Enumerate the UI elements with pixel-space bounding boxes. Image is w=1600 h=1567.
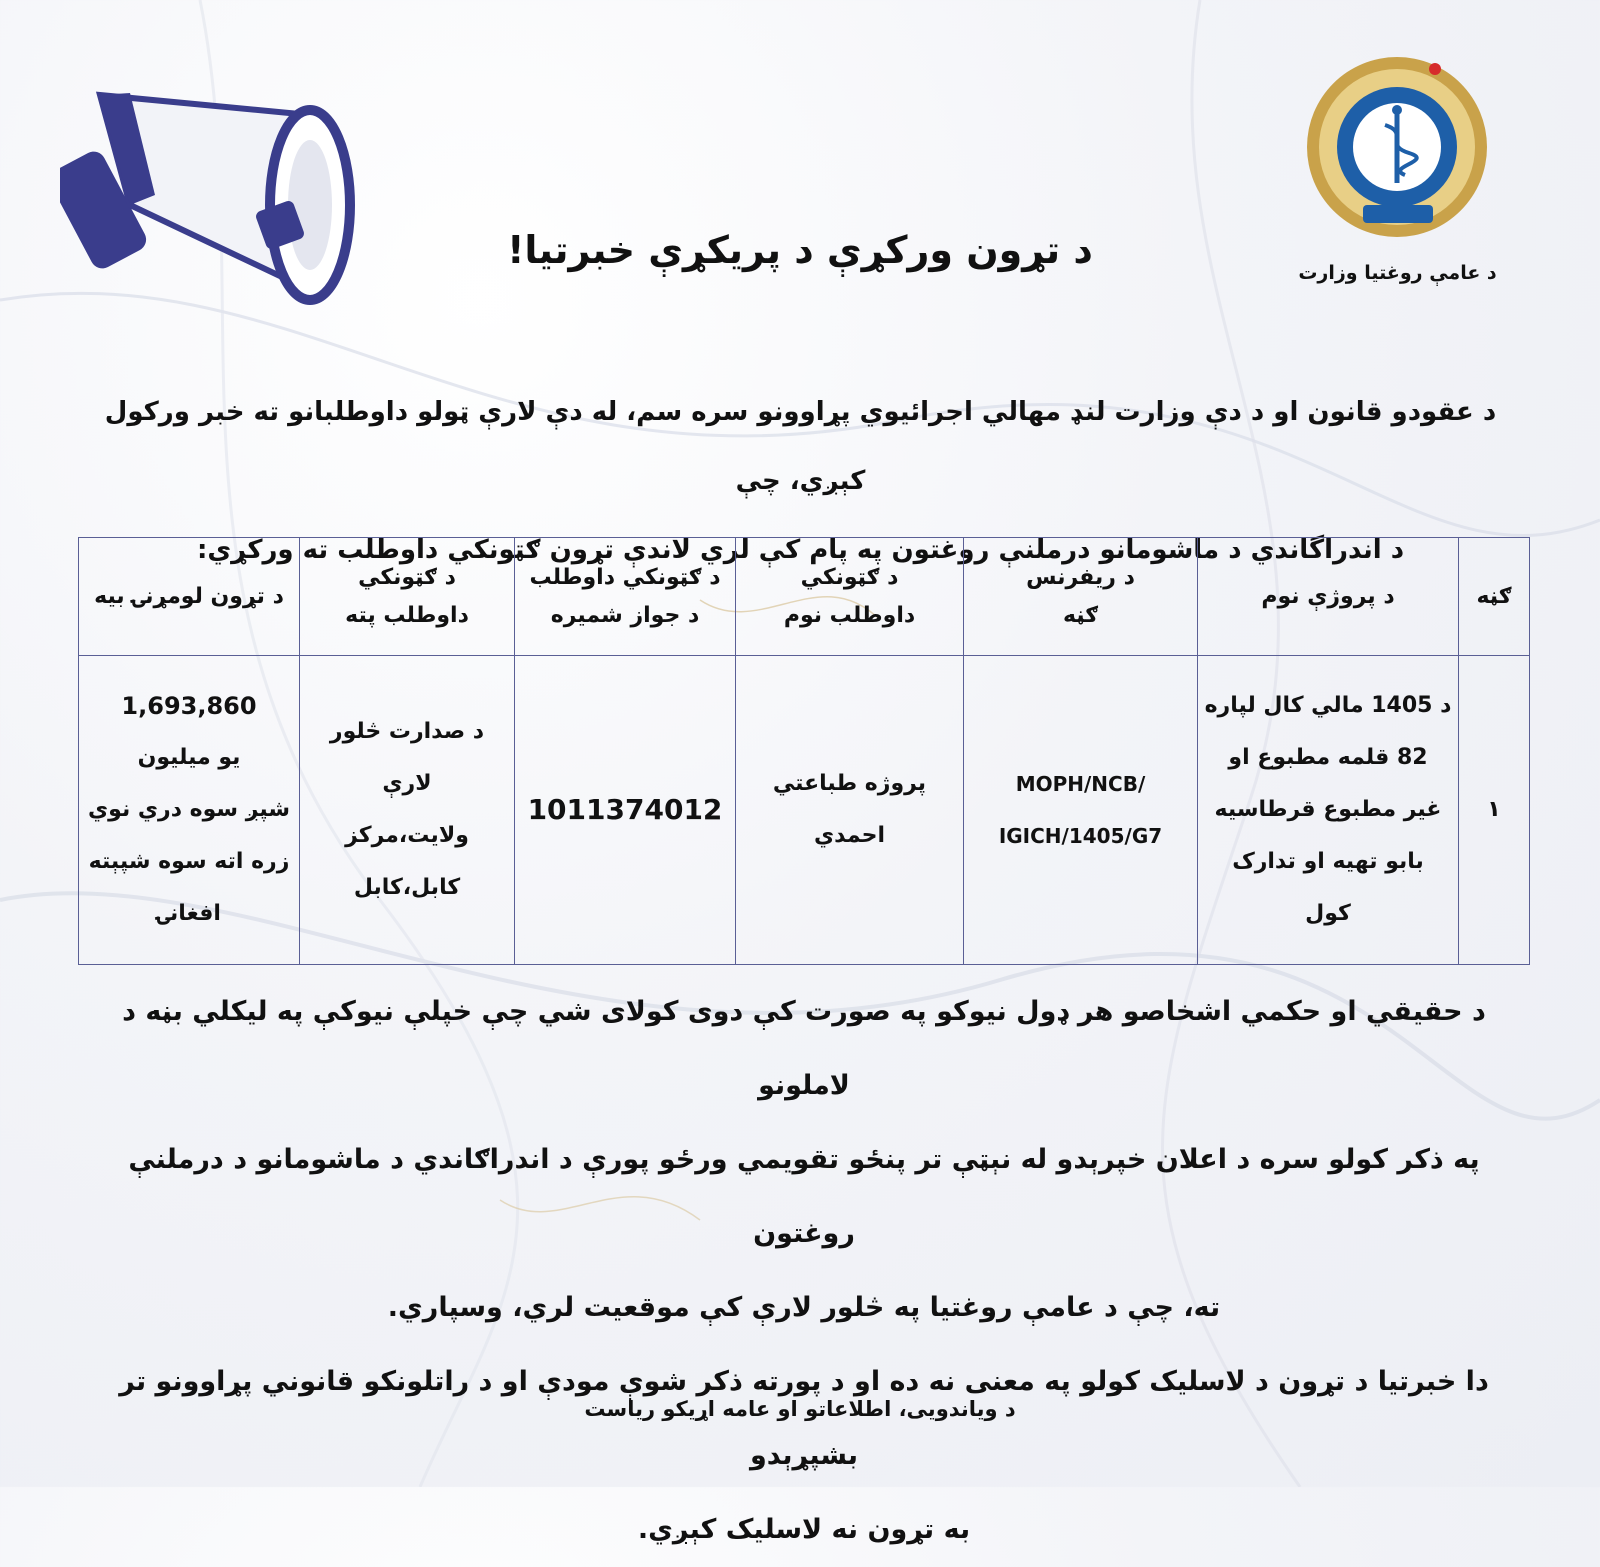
header-amount: د تړون لومړنۍ بیه [79, 538, 300, 656]
ministry-name: د عامې روغتیا وزارت [1298, 262, 1497, 284]
body-line: په ذکر کولو سره د اعلان خپرېدو له نېټې تر پنځو تقویمي ورځو پورې د اندراګاندي د ماشومانو د درملنې روغتون [128, 1144, 1480, 1249]
body-line: ته، چې د عامې روغتیا په څلور لارې کې موقعیت لري، وسپاري. [387, 1292, 1221, 1323]
award-table [78, 537, 1530, 965]
body-line: د حقیقي او حکمي اشخاصو هر ډول نیوکو په صورت کې دوی کولای شي چې خپلې نیوکې په لیکلي بڼه د لاملونو [122, 996, 1486, 1101]
header-project: د پروژې نوم [1198, 538, 1459, 656]
intro-line: د اندراگاندي د ماشومانو درملنې روغتون په پام کې لري لاندې تړون ګټونکي داوطلب ته ورکړي: [196, 535, 1405, 565]
footer-signature: د ویاندویی، اطلاعاتو او عامه اړیکو ریاست [584, 1397, 1016, 1421]
cell-amount: 1,693,860 یو میلیون شپږ سوه دري نوي زره اته سوه شپېته افغانۍ [79, 656, 300, 965]
page-title: د تړون ورکړې د پریکړې خبرتیا! [507, 228, 1093, 272]
ministry-emblem [1305, 55, 1490, 240]
cell-project: د 1405 مالي کال لپاره 82 قلمه مطبوع او غیر مطبوع قرطاسیه بابو تهیه او تدارک کول [1198, 656, 1459, 965]
cell-address: د صدارت څلور لارې ولایت،مرکز کابل،کابل [300, 656, 515, 965]
body-line: به تړون نه لاسلیک کېږي. [637, 1514, 971, 1545]
cell-name: پروژه طباعتي احمدي [736, 656, 964, 965]
intro-line: د عقودو قانون او د دې وزارت لنډ مهالي اجرائیوي پړاوونو سره سم، له دې لارې ټولو داوطلبانو ته خبر ورکول کېږي، چې [104, 397, 1497, 496]
header-license: د ګټونکي داوطلب د جواز شمیره [515, 538, 736, 656]
megaphone-icon [60, 55, 370, 325]
cell-license: 1011374012 [515, 656, 736, 965]
cell-number: ۱ [1459, 656, 1530, 965]
header-name: د ګټونکي داوطلب نوم [736, 538, 964, 656]
header-number: ګڼه [1459, 538, 1530, 656]
body-line: دا خبرتیا د تړون د لاسلیک کولو په معنی نه ده او د پورته ذکر شوې مودې او د راتلونکو قانوني پړاوونو تر بشپړېدو [119, 1366, 1489, 1471]
header-address: د ګټونکي داوطلب پته [300, 538, 515, 656]
amount-number: 1,693,860 [121, 692, 257, 720]
cell-ref: MOPH/NCB/ IGICH/1405/G7 [964, 656, 1198, 965]
body-paragraph [78, 975, 1530, 1567]
table-row [79, 656, 1530, 965]
table-header-row [79, 538, 1530, 656]
header-ref: د ریفرنس ګڼه [964, 538, 1198, 656]
